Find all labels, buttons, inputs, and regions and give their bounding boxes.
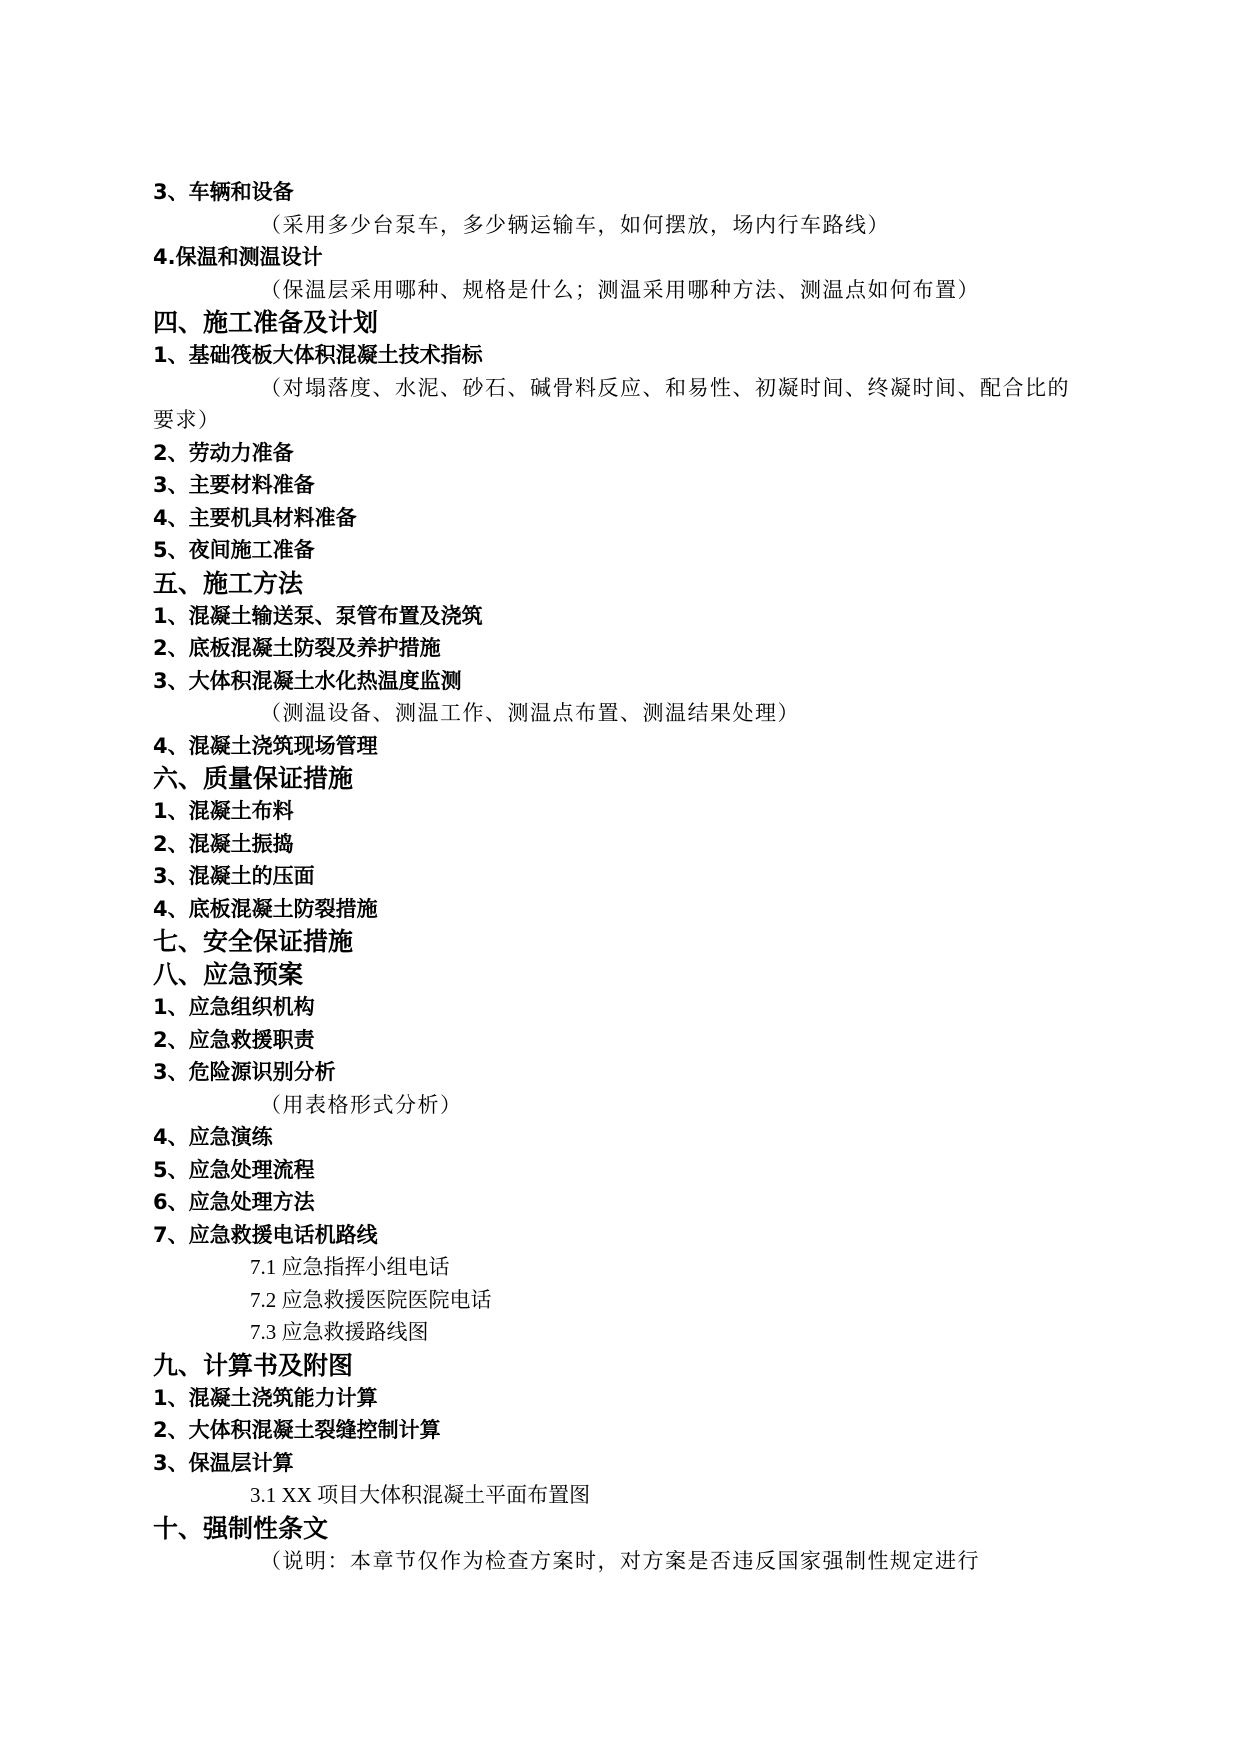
section-heading-4: 四、施工准备及计划 bbox=[153, 308, 379, 337]
subitem-command-group-phone: 7.1 应急指挥小组电话 bbox=[250, 1255, 450, 1279]
section-heading-8: 八、应急预案 bbox=[153, 960, 304, 989]
heading-vehicles-equipment: 3、车辆和设备 bbox=[153, 180, 294, 204]
document-body bbox=[153, 176, 1083, 1577]
heading-technical-indicators: 1、基础筏板大体积混凝土技术指标 bbox=[153, 343, 483, 367]
section-heading-6: 六、质量保证措施 bbox=[153, 764, 354, 793]
heading-insulation-temperature: 4.保温和测温设计 bbox=[153, 245, 323, 269]
heading-pouring-capacity-calc: 1、混凝土浇筑能力计算 bbox=[153, 1385, 378, 1410]
heading-emergency-organization: 1、应急组织机构 bbox=[153, 995, 315, 1019]
heading-hydration-heat-monitoring: 3、大体积混凝土水化热温度监测 bbox=[153, 668, 462, 693]
heading-insulation-calc: 3、保温层计算 bbox=[153, 1450, 294, 1475]
heading-pump-layout: 1、混凝土输送泵、泵管布置及浇筑 bbox=[153, 603, 483, 628]
note-technical-indicators: （对塌落度、水泥、砂石、碱骨料反应、和易性、初凝时间、终凝时间、配合比的要求） bbox=[153, 375, 1070, 432]
heading-emergency-drill: 4、应急演练 bbox=[153, 1125, 273, 1149]
note-insulation-temperature: （保温层采用哪种、规格是什么；测温采用哪种方法、测温点如何布置） bbox=[260, 277, 980, 302]
heading-concrete-vibration: 2、混凝土振捣 bbox=[153, 831, 294, 856]
heading-hazard-identification: 3、危险源识别分析 bbox=[153, 1060, 336, 1084]
note-temperature-monitoring: （测温设备、测温工作、测温点布置、测温结果处理） bbox=[260, 701, 800, 725]
heading-site-management: 4、混凝土浇筑现场管理 bbox=[153, 733, 378, 758]
heading-emergency-phone-route: 7、应急救援电话机路线 bbox=[153, 1222, 378, 1247]
heading-crack-control-calc: 2、大体积混凝土裂缝控制计算 bbox=[153, 1418, 441, 1442]
note-mandatory-provisions: （说明：本章节仅作为检查方案时，对方案是否违反国家强制性规定进行 bbox=[260, 1548, 980, 1573]
subitem-plan-layout-drawing: 3.1 XX 项目大体积混凝土平面布置图 bbox=[250, 1483, 591, 1507]
heading-emergency-methods: 6、应急处理方法 bbox=[153, 1190, 315, 1214]
subitem-rescue-route-map: 7.3 应急救援路线图 bbox=[250, 1320, 429, 1344]
heading-concrete-surface: 3、混凝土的压面 bbox=[153, 864, 315, 888]
note-vehicles-equipment: （采用多少台泵车，多少辆运输车，如何摆放，场内行车路线） bbox=[260, 212, 890, 237]
heading-emergency-process: 5、应急处理流程 bbox=[153, 1157, 315, 1182]
section-heading-9: 九、计算书及附图 bbox=[153, 1350, 354, 1380]
heading-night-construction: 5、夜间施工准备 bbox=[153, 538, 315, 562]
heading-machinery-preparation: 4、主要机具材料准备 bbox=[153, 505, 357, 530]
note-hazard-identification: （用表格形式分析） bbox=[260, 1092, 463, 1117]
section-heading-5: 五、施工方法 bbox=[153, 568, 304, 598]
heading-labor-preparation: 2、劳动力准备 bbox=[153, 440, 294, 465]
heading-slab-crack-prevention: 4、底板混凝土防裂措施 bbox=[153, 896, 378, 921]
section-heading-7: 七、安全保证措施 bbox=[153, 927, 354, 956]
subitem-hospital-phone: 7.2 应急救援医院医院电话 bbox=[250, 1287, 492, 1312]
heading-emergency-duties: 2、应急救援职责 bbox=[153, 1027, 315, 1052]
section-heading-10: 十、强制性条文 bbox=[153, 1513, 329, 1543]
heading-material-preparation: 3、主要材料准备 bbox=[153, 473, 315, 497]
heading-concrete-distribution: 1、混凝土布料 bbox=[153, 799, 294, 823]
heading-crack-prevention-curing: 2、底板混凝土防裂及养护措施 bbox=[153, 636, 441, 660]
